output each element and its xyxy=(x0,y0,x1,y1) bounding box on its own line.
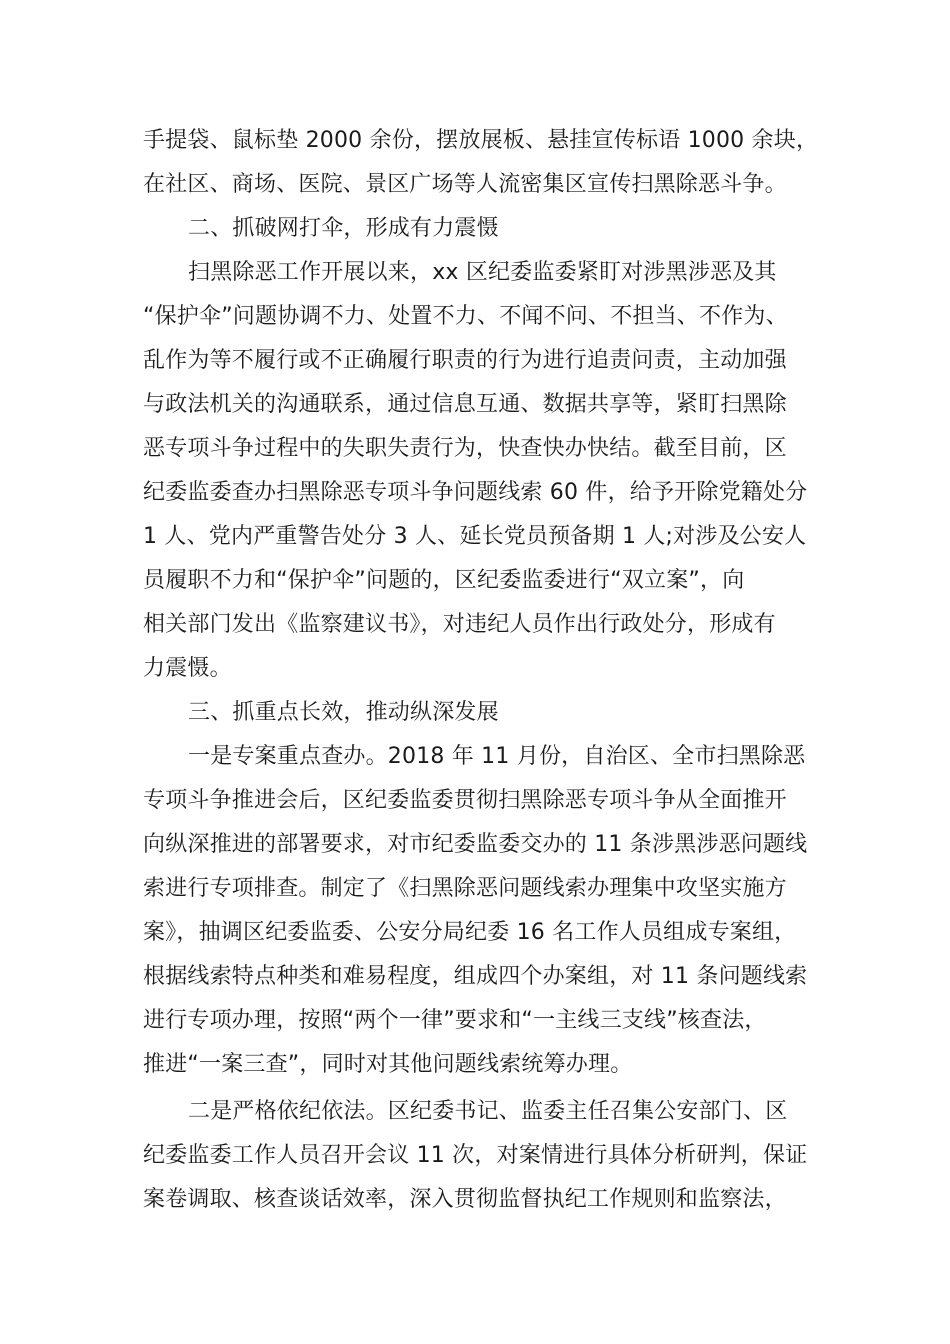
text-line: 在社区、商场、医院、景区广场等人流密集区宣传扫黑除恶斗争。 xyxy=(143,172,787,197)
text-line: 案》，抽调区纪委监委、公安分局纪委 16 名工作人员组成专案组， xyxy=(143,920,797,945)
text-line: 专项斗争推进会后，区纪委监委贯彻扫黑除恶专项斗争从全面推开 xyxy=(143,788,787,813)
text-line: 员履职不力和“保护伞”问题的，区纪委监委进行“双立案”，向 xyxy=(143,568,745,593)
text-line: 根据线索特点种类和难易程度，组成四个办案组，对 11 条问题线索 xyxy=(143,964,808,989)
section-heading: 三、抓重点长效，推动纵深发展 xyxy=(188,700,499,725)
text-line: 乱作为等不履行或不正确履行职责的行为进行追责问责，主动加强 xyxy=(143,348,787,373)
text-line: 二是严格依纪依法。区纪委书记、监委主任召集公安部门、区 xyxy=(188,1099,788,1124)
text-line: 向纵深推进的部署要求，对市纪委监委交办的 11 条涉黑涉恶问题线 xyxy=(143,832,808,857)
text-line: 推进“一案三查”，同时对其他问题线索统筹办理。 xyxy=(143,1052,633,1077)
text-line: 进行专项办理，按照“两个一律”要求和“一主线三支线”核查法， xyxy=(143,1008,767,1033)
text-line: 索进行专项排查。制定了《扫黑除恶问题线索办理集中攻坚实施方 xyxy=(143,876,787,901)
text-line: 1 人、党内严重警告处分 3 人、延长党员预备期 1 人;对涉及公安人 xyxy=(143,524,807,549)
text-line: 力震慑。 xyxy=(143,656,232,681)
text-line: 扫黑除恶工作开展以来，xx 区纪委监委紧盯对涉黑涉恶及其 xyxy=(188,260,777,285)
section-heading: 二、抓破网打伞，形成有力震慑 xyxy=(188,216,499,241)
text-line: “保护伞”问题协调不力、处置不力、不闻不问、不担当、不作为、 xyxy=(143,304,788,329)
text-line: 与政法机关的沟通联系，通过信息互通、数据共享等，紧盯扫黑除 xyxy=(143,392,787,417)
text-line: 案卷调取、核查谈话效率，深入贯彻监督执纪工作规则和监察法， xyxy=(143,1187,787,1212)
text-line: 纪委监委查办扫黑除恶专项斗争问题线索 60 件，给予开除党籍处分 xyxy=(143,480,808,505)
text-line: 相关部门发出《监察建议书》，对违纪人员作出行政处分，形成有 xyxy=(143,612,776,637)
text-line: 手提袋、鼠标垫 2000 余份，摆放展板、悬挂宣传标语 1000 余块， xyxy=(143,128,819,153)
text-line: 纪委监委工作人员召开会议 11 次，对案情进行具体分析研判，保证 xyxy=(143,1143,808,1168)
text-line: 恶专项斗争过程中的失职失责行为，快查快办快结。截至目前，区 xyxy=(143,436,787,461)
text-line: 一是专案重点查办。2018 年 11 月份，自治区、全市扫黑除恶 xyxy=(188,744,806,769)
